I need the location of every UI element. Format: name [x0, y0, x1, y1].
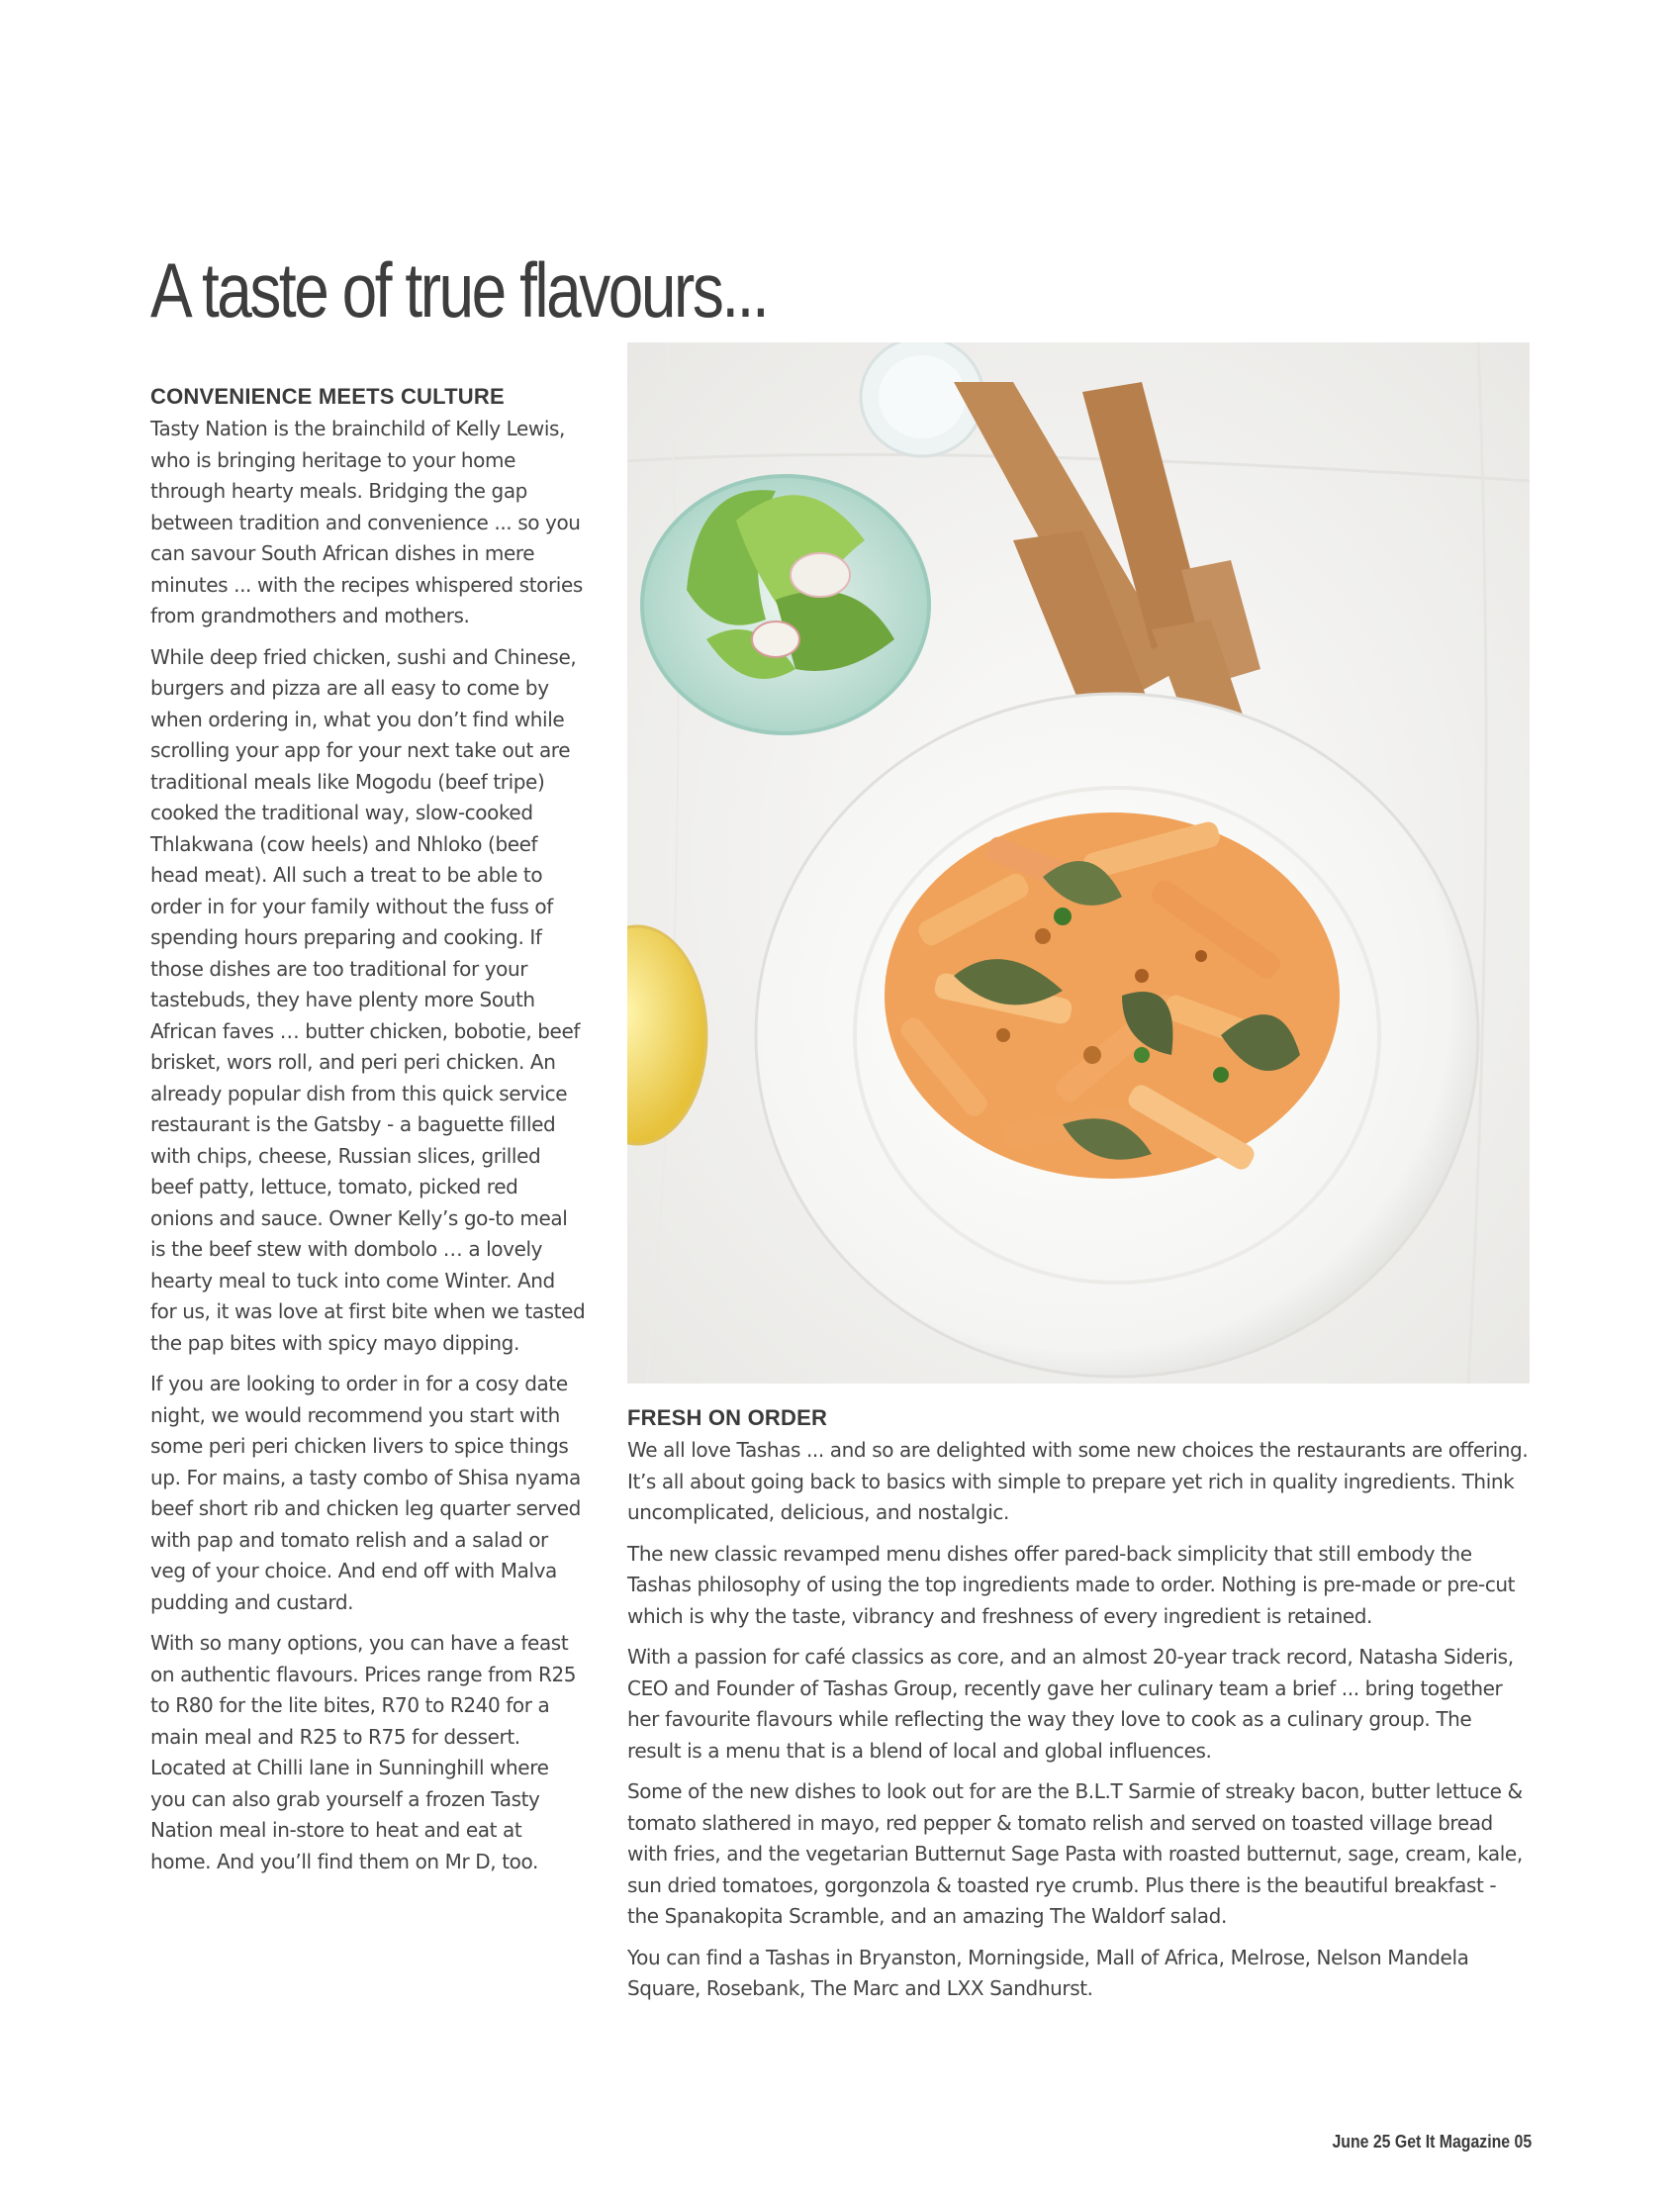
paragraph: Tasty Nation is the brainchild of Kelly Lewis, who is bringing heritage to your home through hearty meals. Bridging the gap between tradition and convenience ... so you can savour South African dishes in mere minutes ... with the recipes whispered stories from grandmothers and mothers. [150, 417, 583, 627]
paragraph: We all love Tashas ... and so are delighted with some new choices the restaurants are offering. It’s all about going back to basics with simple to prepare yet rich in quality ingredients. Think uncomplicated, delicious, and nostalgic. [627, 1438, 1529, 1524]
section-heading-fresh: FRESH ON ORDER [627, 1405, 828, 1430]
paragraph: You can find a Tashas in Bryanston, Morningside, Mall of Africa, Melrose, Nelson Mandela Square, Rosebank, The Marc and LXX Sandhurst. [627, 1945, 1469, 2000]
page-footer [1332, 2132, 1532, 2153]
issue-date: June 25 [1332, 2132, 1391, 2152]
page-headline: A taste of true flavours... [150, 246, 768, 334]
paragraph: The new classic revamped menu dishes offer pared-back simplicity that still embody the Tashas philosophy of using the top ingredients made to order. Nothing is pre-made or pre-cut which is why the taste, vibrancy and freshness of every ingredient is retained. [627, 1541, 1516, 1628]
magazine-name: Get It Magazine [1394, 2132, 1510, 2152]
pasta-photo-illustration [627, 342, 1530, 1384]
paragraph: Some of the new dishes to look out for are the B.L.T Sarmie of streaky bacon, butter lettuce & tomato slathered in mayo, red pepper & tomato relish and served on toasted village bread with fries, and the vegetarian Butternut Sage Pasta with roasted butternut, sage, cream, kale, sun dried tomatoes, gorgonzola & toasted rye crumb. Plus there is the beautiful breakfast - the Spanakopita Scramble, and an amazing The Waldorf salad. [627, 1779, 1523, 1928]
page-number: 05 [1514, 2132, 1532, 2152]
left-column [150, 382, 586, 1887]
paragraph: With a passion for café classics as core, and an almost 20-year track record, Natasha Sideris, CEO and Founder of Tashas Group, recently gave her culinary team a brief ... bring together her favourite flavours while reflecting the way they love to cook as a culinary group. The result is a menu that is a blend of local and global influences. [627, 1645, 1514, 1763]
paragraph: While deep fried chicken, sushi and Chinese, burgers and pizza are all easy to come by when ordering in, what you don’t find while scrolling your app for your next take out are traditional meals like Mogodu (beef tripe) cooked the traditional way, slow-cooked Thlakwana (cow heels) and Nhloko (beef head meat). All such a treat to be able to order in for your family without the fuss of spending hours preparing and cooking. If those dishes are too traditional for your tastebuds, they have plenty more South African faves … butter chicken, bobotie, beef brisket, wors roll, and peri peri chicken. An already popular dish from this quick service restaurant is the Gatsby - a baguette filled with chips, cheese, Russian slices, grilled beef patty, lettuce, tomato, picked red onions and sauce. Owner Kelly’s go-to meal is the beef stew with dombolo … a lovely hearty meal to tuck into come Winter. And for us, it was love at first bite when we tasted the pap bites with spicy mayo dipping. [150, 644, 586, 1355]
section-heading-convenience: CONVENIENCE MEETS CULTURE [150, 384, 505, 409]
paragraph: If you are looking to order in for a cosy date night, we would recommend you start with some peri peri chicken livers to spice things up. For mains, a tasty combo of Shisa nyama beef short rib and chicken leg quarter served with pap and tomato relish and a salad or veg of your choice. And end off with Malva pudding and custard. [150, 1372, 581, 1614]
paragraph: With so many options, you can have a feast on authentic flavours. Prices range from R25 to R80 for the lite bites, R70 to R240 for a main meal and R25 to R75 for dessert. Located at Chilli lane in Sunninghill where you can also grab yourself a frozen Tasty Nation meal in-store to heat and eat at home. And you’ll find them on Mr D, too. [150, 1631, 577, 1873]
food-photo [627, 342, 1530, 1384]
right-column [627, 1403, 1530, 2015]
